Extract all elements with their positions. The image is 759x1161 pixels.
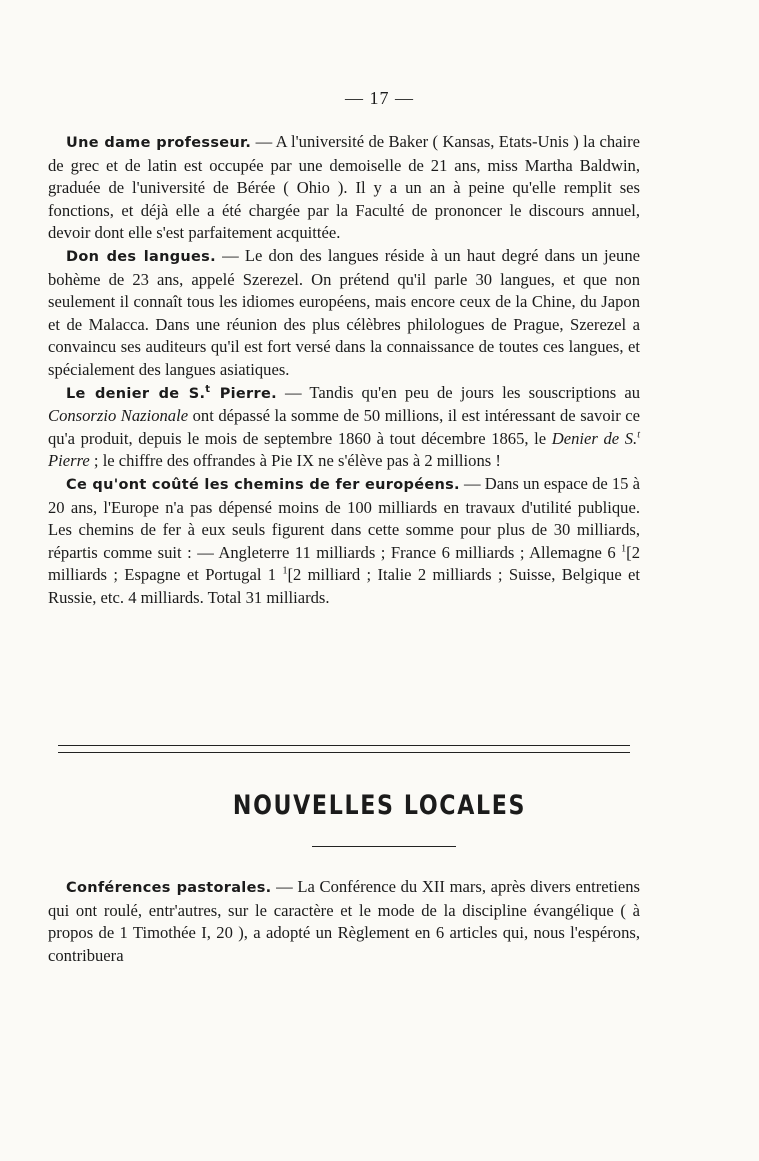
- article-text: ont dépassé la somme de 50 millions, il est intéressant de savoir ce qu'a produit, depuis le mois de septembre 1860 à tout décembre 1865, le: [48, 406, 641, 448]
- title-underline: [312, 846, 456, 847]
- fraction-numerator: 1: [282, 565, 288, 577]
- italic-superscript: t: [637, 429, 640, 441]
- fraction-numerator: 1: [621, 543, 627, 555]
- article-heading: Ce qu'ont coûté les chemins de fer européens.: [66, 476, 460, 493]
- article-text: — Tandis qu'en peu de jours les souscriptions au: [276, 382, 640, 402]
- article-heading: Don des langues.: [66, 248, 216, 265]
- article-text: — La Conférence du XII mars, après divers entretiens qui ont roulé, entr'autres, sur le caractère et le mode de la discipline évangélique ( à propos de 1 Timothée I, 20 ), a adopté un Règlement en 6 articles qui, nous l'espérons, contribuera: [48, 877, 640, 965]
- page-number: — 17 —: [345, 88, 414, 108]
- article-chemins-de-fer: [48, 473, 640, 610]
- article-denier-saint-pierre: [48, 382, 640, 473]
- heading-part: Le denier de S.: [66, 385, 206, 402]
- italic-part: Pierre: [48, 451, 90, 471]
- article-heading: Conférences pastorales.: [66, 880, 272, 896]
- article-text: — Le don des langues réside à un haut degré dans un jeune bohème de 23 ans, appelé Szerezel. On prétend qu'il parle 30 langues, et que non seulement il connaît tous les idiomes européens, mais encore ceux de la Chine, du Japon et de Malacca. Dans une réunion des plus célèbres philologues de Prague, Szerezel a convaincu ses auditeurs qu'il est fort versé dans la connaissance de toutes ces langues, et spécialement des langues asiatiques.: [48, 245, 640, 379]
- section-divider: [58, 745, 630, 753]
- heading-part: Pierre.: [210, 385, 277, 402]
- article-text: milliard ; Italie 2 milliards ; Suisse, Belgique et Russie, etc. 4 milliards. Total 31 milliards.: [48, 565, 641, 607]
- heading-superscript: t: [205, 383, 211, 395]
- article-text: ; le chiffre des offrandes à Pie IX ne s'élève pas à 2 millions !: [89, 451, 501, 471]
- section-title: NOUVELLES LOCALES: [232, 790, 527, 821]
- article-dame-professeur: [48, 131, 640, 245]
- article-text: milliards ; Espagne et Portugal 1: [48, 565, 283, 585]
- article-conferences-pastorales: [48, 876, 640, 967]
- local-news-column: [48, 876, 640, 967]
- article-text: — Dans un espace de 15 à 20 ans, l'Europe n'a pas dépensé moins de 100 milliards en travaux d'utilité publique. Les chemins de fer à eux seuls figurent dans cette somme pour plus de 30 milliards, répartis comme suit : — Angleterre 11 milliards ; France 6 milliards ; Allemagne 6: [48, 473, 640, 562]
- italic-term: Consorzio Nazionale: [48, 406, 189, 426]
- news-column: [48, 131, 640, 609]
- fraction-denominator: [2: [626, 542, 640, 562]
- italic-part: Denier de S.: [551, 428, 638, 448]
- fraction-denominator: [2: [287, 565, 302, 585]
- article-don-des-langues: [48, 245, 640, 382]
- article-heading: [66, 383, 277, 402]
- article-text: — A l'université de Baker ( Kansas, Etats-Unis ) la chaire de grec et de latin est occupée par une demoiselle de 21 ans, miss Martha Baldwin, graduée de l'université de Bérée ( Ohio ). Il y a un an à peine qu'elle remplit ses fonctions, et déjà elle a été chargée par la Faculté de prononcer le discours annuel, devoir dont elle s'est parfaitement acquittée.: [48, 132, 640, 243]
- article-heading: Une dame professeur.: [66, 135, 252, 151]
